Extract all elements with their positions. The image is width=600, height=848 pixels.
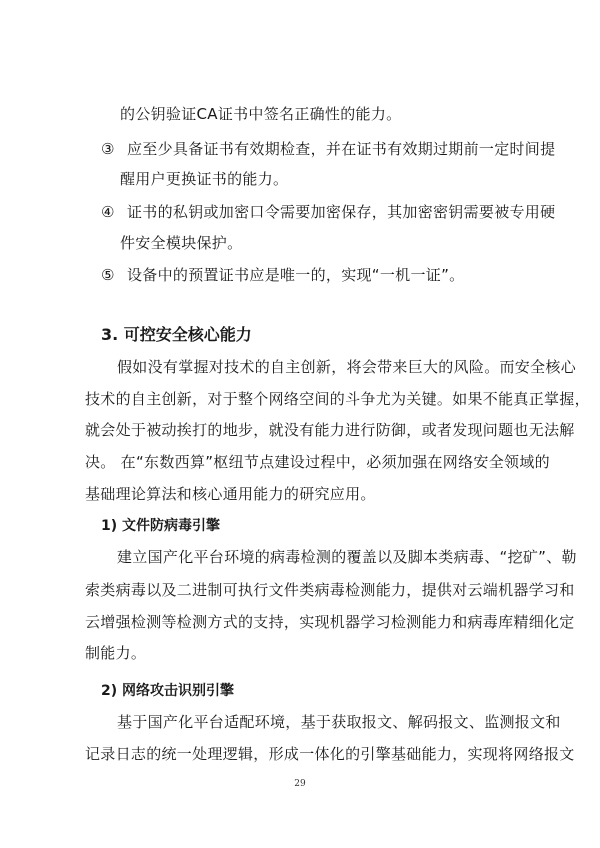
list-marker-3: ③ [101, 140, 115, 158]
section-3-line-2: 技术的自主创新，对于整个网络空间的斗争尤为关键。如果不能真正掌握， [85, 390, 590, 408]
list-item-5-text: 设备中的预置证书应是唯一的，实现“一机一证”。 [127, 266, 465, 284]
section-3-line-1: 假如没有掌握对技术的自主创新，将会带来巨大的风险。而安全核心 [117, 358, 577, 376]
list-item-3 [101, 139, 555, 159]
section-3-line-3: 就会处于被动挨打的地步，就没有能力进行防御，或者发现问题也无法解 [85, 421, 575, 439]
section-3-line-4: 决。 在“东数西算”枢纽节点建设过程中，必须加强在网络安全领域的 [85, 453, 550, 471]
subsection-2-heading: 2) 网络攻击识别引擎 [101, 683, 235, 699]
list-item-4-cont: 件安全模块保护。 [120, 234, 243, 252]
page-number: 29 [294, 779, 306, 789]
section-3-heading: 3. 可控安全核心能力 [101, 325, 252, 344]
list-item-3-text: 应至少具备证书有效期检查，并在证书有效期过期前一定时间提 [127, 140, 556, 158]
list-item-3-cont: 醒用户更换证书的能力。 [120, 170, 289, 188]
subsection-1-line-3: 云增强检测等检测方式的支持，实现机器学习检测能力和病毒库精细化定 [85, 613, 575, 631]
list-marker-5: ⑤ [101, 266, 115, 284]
section-3-line-5: 基础理论算法和核心通用能力的研究应用。 [85, 485, 376, 503]
list-item-4 [101, 202, 555, 222]
subsection-1-line-4: 制能力。 [85, 644, 147, 662]
list-item-5 [101, 265, 464, 285]
subsection-2-line-2: 记录日志的统一处理逻辑，形成一体化的引擎基础能力，实现将网络报文 [85, 745, 575, 763]
subsection-2-line-1: 基于国产化平台适配环境，基于获取报文、解码报文、监测报文和 [117, 713, 561, 731]
subsection-1-line-1: 建立国产化平台环境的病毒检测的覆盖以及脚本类病毒、“挖矿”、勒 [117, 548, 577, 566]
list-marker-4: ④ [101, 203, 115, 221]
subsection-1-heading: 1) 文件防病毒引擎 [101, 518, 221, 534]
list-item-4-text: 证书的私钥或加密口令需要加密保存，其加密密钥需要被专用硬 [127, 203, 556, 221]
list-continuation-line: 的公钥验证CA证书中签名正确性的能力。 [120, 105, 402, 123]
subsection-1-line-2: 索类病毒以及二进制可执行文件类病毒检测能力，提供对云端机器学习和 [85, 581, 575, 599]
